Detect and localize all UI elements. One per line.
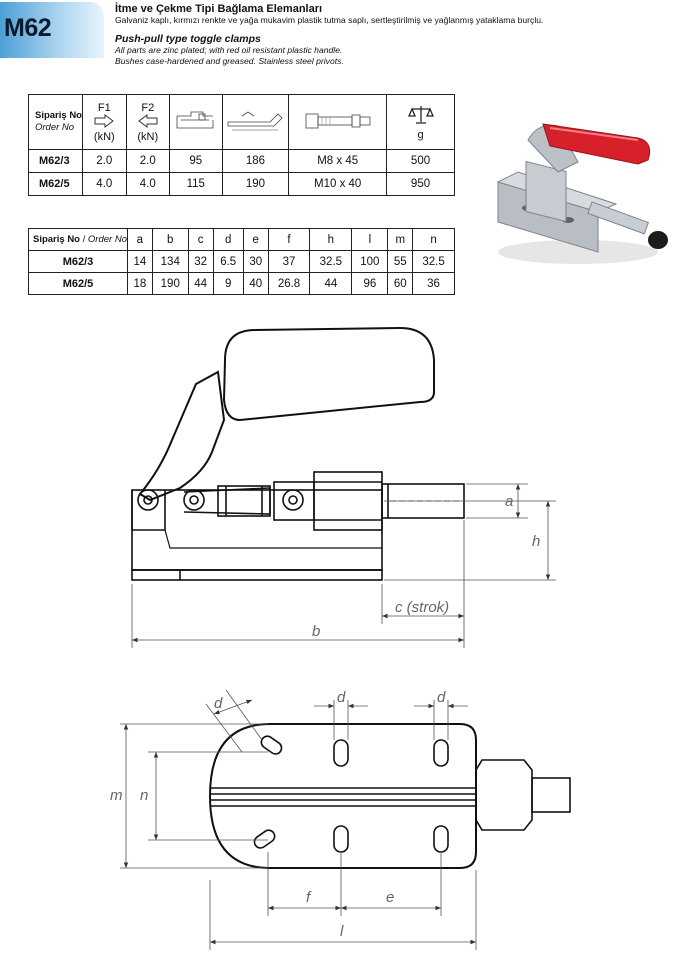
dim-b-label: b bbox=[312, 623, 321, 640]
order-cell: M62/5 bbox=[29, 173, 83, 196]
value-cell: 44 bbox=[310, 273, 352, 295]
f1-cell: 2.0 bbox=[83, 150, 126, 173]
col-h: h bbox=[310, 229, 352, 251]
col-a: a bbox=[128, 229, 153, 251]
weight-unit: g bbox=[417, 128, 424, 141]
top-view bbox=[210, 724, 570, 868]
order-no-en: Order No bbox=[35, 122, 75, 133]
dim-a-label: a bbox=[505, 493, 514, 510]
value-cell: 18 bbox=[128, 273, 153, 295]
f1-label: F1 bbox=[97, 101, 111, 114]
english-description-1: All parts are zinc plated; with red oil resistant plastic handle. bbox=[115, 45, 343, 55]
value-cell: 37 bbox=[268, 251, 310, 273]
col-m: m bbox=[388, 229, 413, 251]
value-cell: 96 bbox=[352, 273, 388, 295]
col-l: l bbox=[352, 229, 388, 251]
col-d: d bbox=[213, 229, 243, 251]
turkish-description: Galvaniz kaplı, kırmızı renkte ve yağa mukavim plastik tutma saplı, sertleştirilmiş ve yağlanmış yataklama burçlu. bbox=[115, 15, 544, 25]
dim-d-label-2: d bbox=[437, 689, 446, 706]
value-cell: 32.5 bbox=[310, 251, 352, 273]
f1-cell: 4.0 bbox=[83, 173, 126, 196]
col-c: c bbox=[188, 229, 213, 251]
weight-cell: 500 bbox=[387, 150, 455, 173]
stroke-cell: 95 bbox=[170, 150, 223, 173]
english-title: Push-pull type toggle clamps bbox=[115, 33, 261, 45]
f2-unit: (kN) bbox=[137, 130, 159, 143]
order-cell: M62/3 bbox=[29, 150, 83, 173]
dim-h-label: h bbox=[532, 533, 541, 550]
value-cell: 32.5 bbox=[413, 251, 455, 273]
turkish-title: İtme ve Çekme Tipi Bağlama Elemanları bbox=[115, 3, 323, 15]
side-view bbox=[132, 328, 464, 580]
value-cell: 134 bbox=[152, 251, 188, 273]
value-cell: 36 bbox=[413, 273, 455, 295]
order-cell: M62/5 bbox=[29, 273, 128, 295]
value-cell: 32 bbox=[188, 251, 213, 273]
col-n: n bbox=[413, 229, 455, 251]
col-e: e bbox=[243, 229, 268, 251]
length-cell: 186 bbox=[222, 150, 289, 173]
weight-cell: 950 bbox=[387, 173, 455, 196]
length-cell: 190 bbox=[222, 173, 289, 196]
top-dimensions bbox=[120, 690, 476, 950]
dim-e-label: e bbox=[386, 889, 395, 906]
screw-cell: M8 x 45 bbox=[289, 150, 387, 173]
screw-cell: M10 x 40 bbox=[289, 173, 387, 196]
dim-d-label-1: d bbox=[337, 689, 346, 706]
order-no-tr: Sipariş No bbox=[33, 234, 80, 245]
value-cell: 6.5 bbox=[213, 251, 243, 273]
value-cell: 44 bbox=[188, 273, 213, 295]
value-cell: 100 bbox=[352, 251, 388, 273]
dim-d-label-3: d bbox=[214, 695, 223, 712]
english-description-2: Bushes case-hardened and greased. Stainless steel privots. bbox=[115, 56, 344, 66]
dim-n-label: n bbox=[140, 787, 149, 804]
dim-f-label: f bbox=[306, 889, 311, 906]
value-cell: 30 bbox=[243, 251, 268, 273]
value-cell: 26.8 bbox=[268, 273, 310, 295]
value-cell: 40 bbox=[243, 273, 268, 295]
order-no-tr: Sipariş No bbox=[35, 110, 82, 121]
dim-m-label: m bbox=[110, 787, 123, 804]
f2-cell: 2.0 bbox=[126, 150, 169, 173]
dim-l-label: l bbox=[340, 923, 344, 940]
side-dimensions bbox=[132, 484, 556, 648]
dim-c-label: c (strok) bbox=[395, 599, 450, 616]
value-cell: 9 bbox=[213, 273, 243, 295]
order-no-en: Order No bbox=[87, 234, 127, 245]
value-cell: 190 bbox=[152, 273, 188, 295]
f2-label: F2 bbox=[141, 101, 155, 114]
value-cell: 14 bbox=[128, 251, 153, 273]
model-code: M62 bbox=[4, 14, 52, 42]
value-cell: 55 bbox=[388, 251, 413, 273]
f2-cell: 4.0 bbox=[126, 173, 169, 196]
order-cell: M62/3 bbox=[29, 251, 128, 273]
col-f: f bbox=[268, 229, 310, 251]
value-cell: 60 bbox=[388, 273, 413, 295]
stroke-cell: 115 bbox=[170, 173, 223, 196]
f1-unit: (kN) bbox=[93, 130, 115, 143]
order-no-separator: / bbox=[80, 234, 88, 245]
col-b: b bbox=[152, 229, 188, 251]
